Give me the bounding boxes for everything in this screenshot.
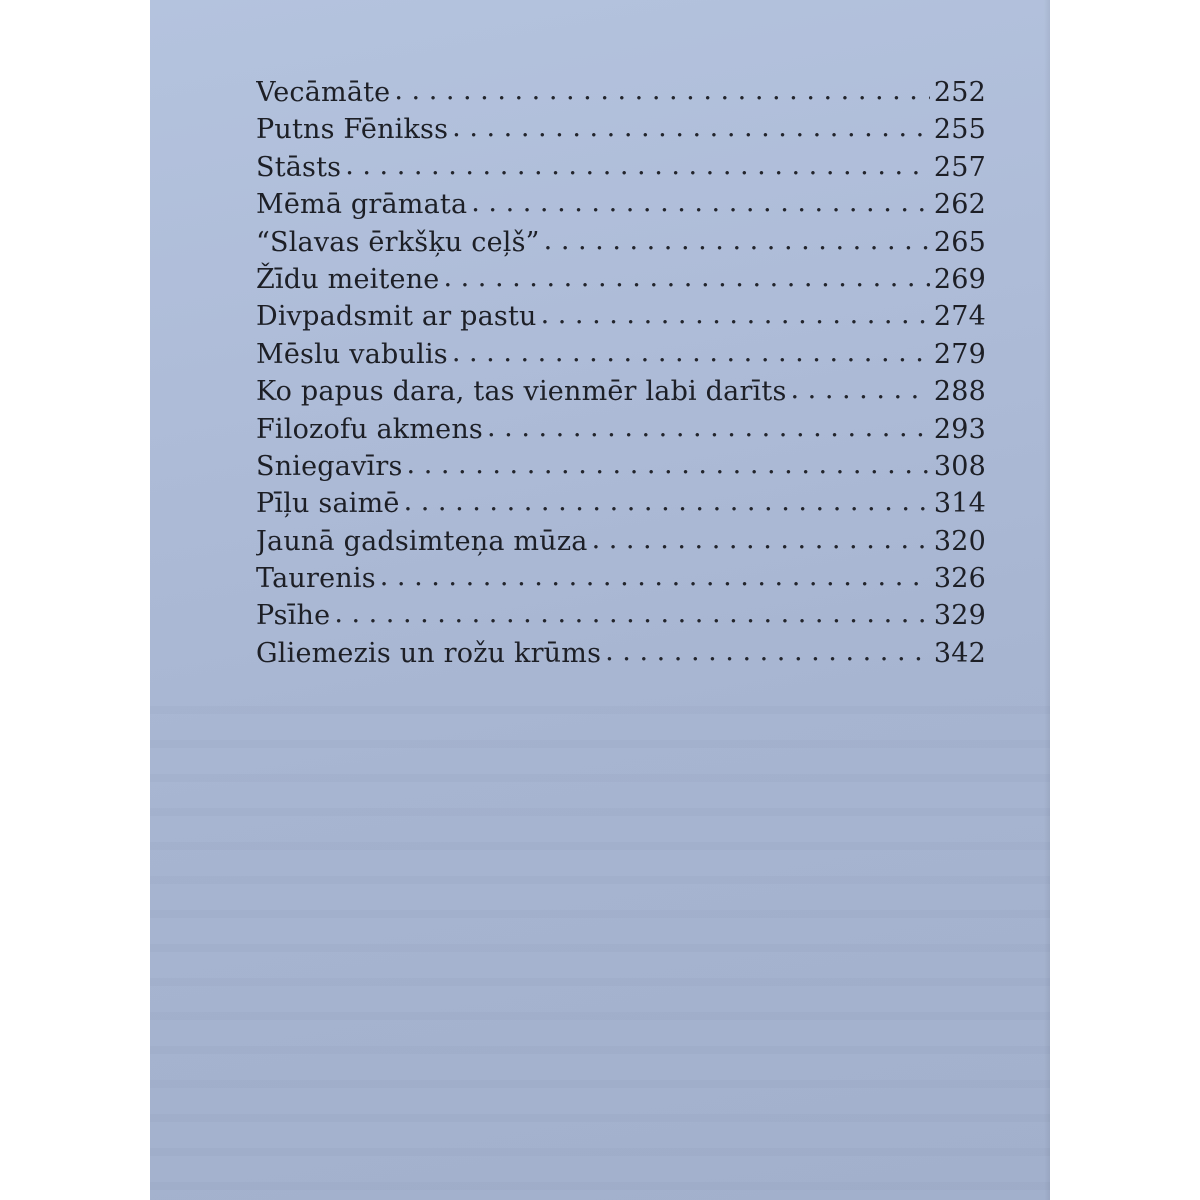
toc-entry-page: 329: [933, 600, 986, 632]
toc-entry-page: 293: [933, 413, 986, 445]
toc-entry-page: 274: [933, 301, 986, 333]
toc-entry-page: 326: [933, 563, 986, 595]
toc-entry-page: 262: [933, 189, 986, 221]
toc-entry-page: 255: [933, 114, 986, 146]
dot-leader: [394, 74, 930, 109]
toc-entry-title: Ko papus dara, tas vienmēr labi darīts: [256, 376, 787, 408]
toc-entry-page: 342: [933, 637, 986, 669]
dot-leader: [443, 261, 929, 296]
dot-leader: [544, 224, 930, 259]
dot-leader: [380, 560, 930, 595]
toc-entry: [256, 149, 986, 186]
toc-entry: [256, 186, 986, 223]
dot-leader: [471, 186, 930, 221]
toc-entry-title: Pīļu saimē: [256, 488, 400, 520]
toc-entry-title: “Slavas ērkšķu ceļš”: [256, 226, 540, 258]
toc-entry-title: Stāsts: [256, 151, 342, 183]
toc-entry-page: 257: [933, 151, 986, 183]
dot-leader: [541, 298, 930, 333]
toc-entry: [256, 336, 986, 373]
toc-entry: [256, 597, 986, 634]
toc-entry-page: 269: [933, 263, 986, 295]
toc-entry-title: Taurenis: [256, 563, 376, 595]
toc-entry: [256, 485, 986, 522]
toc-entry: [256, 74, 986, 111]
dot-leader: [791, 373, 930, 408]
dot-leader: [334, 597, 930, 632]
toc-entry-title: Putns Fēnikss: [256, 114, 449, 146]
toc-entry: [256, 411, 986, 448]
toc-entry: [256, 635, 986, 672]
dot-leader: [452, 111, 930, 146]
toc-entry-page: 314: [933, 488, 986, 520]
page-edge-shadow: [1044, 0, 1050, 1200]
dot-leader: [592, 523, 930, 558]
toc-entry-title: Divpadsmit ar pastu: [256, 301, 537, 333]
toc-entry-page: 252: [933, 77, 986, 108]
toc-entry-page: 279: [933, 338, 986, 370]
toc-entry-title: Psīhe: [256, 600, 331, 632]
toc-entry-title: Žīdu meitene: [256, 263, 440, 295]
dot-leader: [605, 635, 930, 670]
toc-entry: [256, 448, 986, 485]
dot-leader: [404, 485, 930, 520]
toc-entry-page: 265: [933, 226, 986, 258]
show-through-text: [150, 680, 1050, 1200]
toc-entry-page: 308: [933, 450, 986, 482]
table-of-contents: [256, 74, 986, 672]
toc-entry-title: Filozofu akmens: [256, 413, 483, 445]
dot-leader: [407, 448, 930, 483]
dot-leader: [345, 149, 930, 184]
book-page: [150, 0, 1050, 1200]
toc-entry-page: 320: [933, 525, 986, 557]
toc-entry-page: 288: [933, 376, 986, 408]
toc-entry-title: Jaunā gadsimteņa mūza: [256, 525, 588, 557]
dot-leader: [487, 411, 930, 446]
toc-entry-title: Vecāmāte: [256, 77, 391, 108]
toc-entry: [256, 560, 986, 597]
toc-entry: [256, 298, 986, 335]
dot-leader: [452, 336, 930, 371]
toc-entry-title: Mēmā grāmata: [256, 189, 468, 221]
toc-entry-title: Sniegavīrs: [256, 450, 403, 482]
toc-entry: [256, 261, 986, 298]
toc-entry: [256, 373, 986, 410]
toc-entry: [256, 224, 986, 261]
toc-entry-title: Mēslu vabulis: [256, 338, 448, 370]
toc-entry: [256, 111, 986, 148]
toc-entry: [256, 523, 986, 560]
toc-entry-title: Gliemezis un rožu krūms: [256, 637, 602, 669]
